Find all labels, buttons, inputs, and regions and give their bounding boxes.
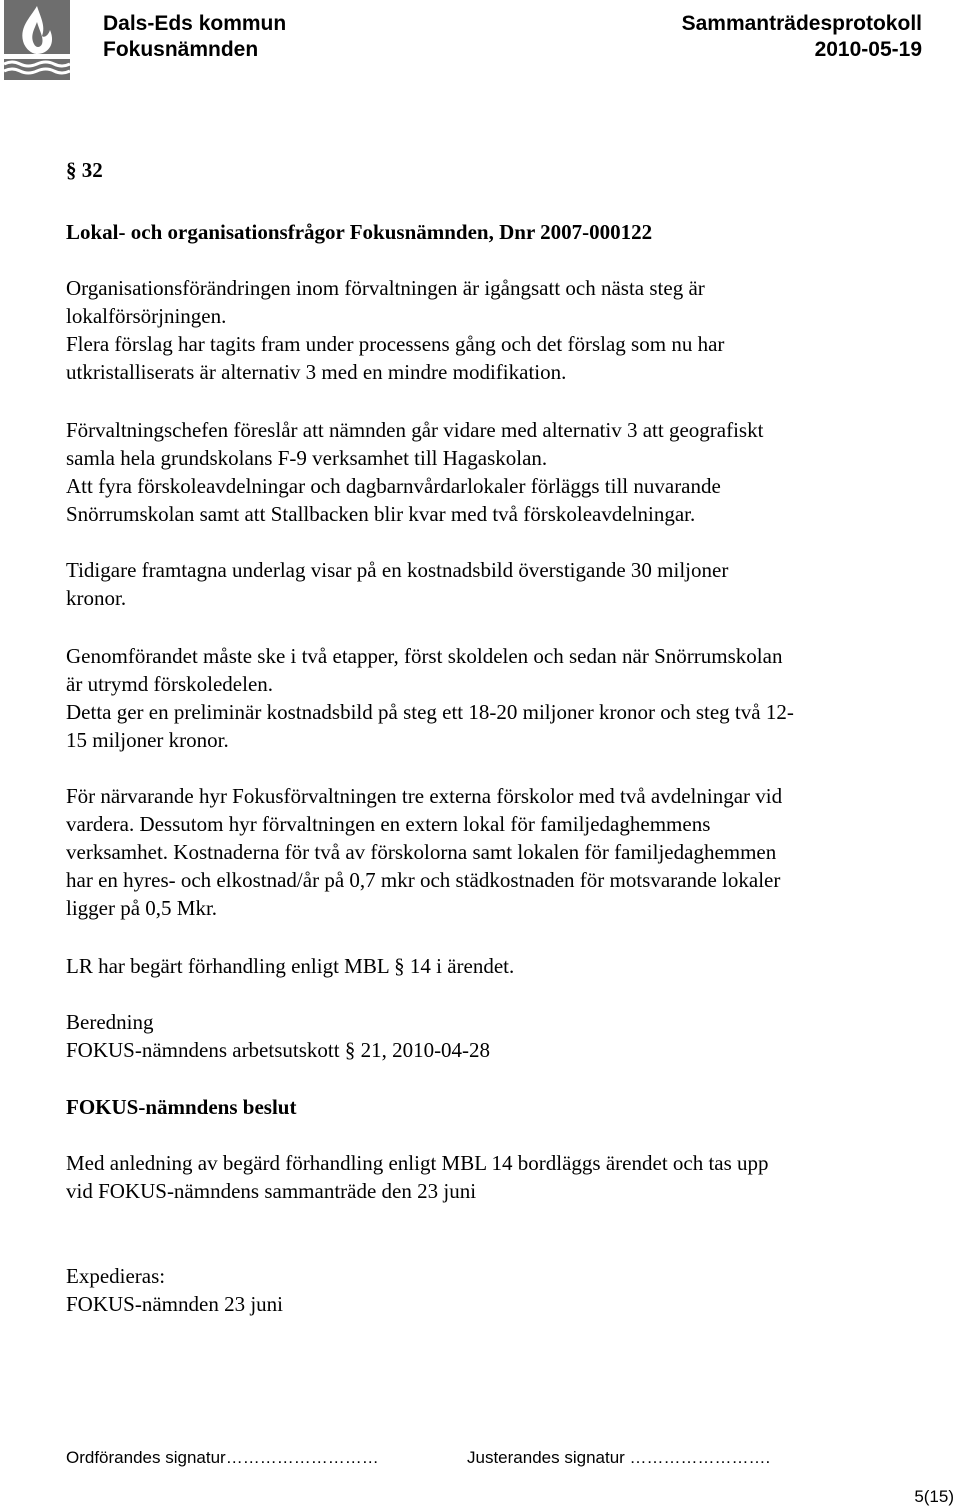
paragraph-line: Snörrumskolan samt att Stallbacken blir kvar med två förskoleavdelningar. bbox=[66, 502, 696, 526]
paragraph-line: utkristalliserats är alternativ 3 med en mindre modifikation. bbox=[66, 360, 567, 384]
beslut-text bbox=[66, 1149, 769, 1205]
beslut-line: Med anledning av begärd förhandling enligt MBL 14 bordläggs ärendet och tas upp bbox=[66, 1151, 769, 1175]
paragraph-line: För närvarande hyr Fokusförvaltningen tre externa förskolor med två avdelningar vid bbox=[66, 784, 783, 808]
municipality-logo bbox=[4, 0, 70, 80]
paragraph-5 bbox=[66, 782, 782, 922]
paragraph-line: verksamhet. Kostnaderna för två av förskolorna samt lokalen för familjedaghemmen bbox=[66, 840, 777, 864]
chair-signature: Ordförandes signatur……………………… bbox=[66, 1448, 379, 1467]
paragraph-line: Detta ger en preliminär kostnadsbild på steg ett 18-20 miljoner kronor och steg två 12- bbox=[66, 700, 794, 724]
header-doc-type: Sammanträdesprotokoll bbox=[681, 12, 922, 35]
paragraph-line: Tidigare framtagna underlag visar på en kostnadsbild överstigande 30 miljoner bbox=[66, 558, 729, 582]
paragraph-line: Genomförandet måste ske i två etapper, först skoldelen och sedan när Snörrumskolan bbox=[66, 644, 783, 668]
header-date: 2010-05-19 bbox=[814, 38, 922, 61]
paragraph-line: ligger på 0,5 Mkr. bbox=[66, 896, 218, 920]
paragraph-2 bbox=[66, 416, 763, 528]
beredning-heading: Beredning bbox=[66, 1010, 154, 1034]
header-org: Dals-Eds kommun bbox=[103, 12, 287, 35]
paragraph-line: kronor. bbox=[66, 586, 127, 610]
adjuster-signature: Justerandes signatur ……………………. bbox=[467, 1448, 771, 1467]
expedieras-text: FOKUS-nämnden 23 juni bbox=[66, 1292, 283, 1316]
paragraph-line: Organisationsförändringen inom förvaltningen är igångsatt och nästa steg är bbox=[66, 276, 705, 300]
paragraph-line: lokalförsörjningen. bbox=[66, 304, 227, 328]
paragraph-line: har en hyres- och elkostnad/år på 0,7 mkr och städkostnaden för motsvarande lokaler bbox=[66, 868, 781, 892]
beslut-line: vid FOKUS-nämndens sammanträde den 23 juni bbox=[66, 1179, 477, 1203]
paragraph-6 bbox=[66, 952, 514, 980]
paragraph-1 bbox=[66, 274, 724, 386]
paragraph-line: vardera. Dessutom hyr förvaltningen en extern lokal för familjedaghemmens bbox=[66, 812, 711, 836]
paragraph-line: 15 miljoner kronor. bbox=[66, 728, 229, 752]
paragraph-line: Flera förslag har tagits fram under processens gång och det förslag som nu har bbox=[66, 332, 725, 356]
beslut-heading: FOKUS-nämndens beslut bbox=[66, 1095, 297, 1119]
paragraph-line: LR har begärt förhandling enligt MBL § 14 i ärendet. bbox=[66, 954, 515, 978]
header-committee: Fokusnämnden bbox=[103, 38, 259, 61]
paragraph-4 bbox=[66, 642, 794, 754]
coat-of-arms-icon bbox=[4, 0, 70, 80]
expedieras-heading: Expedieras: bbox=[66, 1264, 166, 1288]
paragraph-line: samla hela grundskolans F-9 verksamhet till Hagaskolan. bbox=[66, 446, 548, 470]
beredning-text: FOKUS-nämndens arbetsutskott § 21, 2010-04-28 bbox=[66, 1038, 491, 1062]
paragraph-line: är utrymd förskoledelen. bbox=[66, 672, 274, 696]
paragraph-3 bbox=[66, 556, 728, 612]
page-number: 5(15) bbox=[914, 1487, 954, 1506]
paragraph-line: Att fyra förskoleavdelningar och dagbarnvårdarlokaler förläggs till nuvarande bbox=[66, 474, 721, 498]
section-title: Lokal- och organisationsfrågor Fokusnämnden, Dnr 2007-000122 bbox=[66, 220, 653, 244]
paragraph-line: Förvaltningschefen föreslår att nämnden går vidare med alternativ 3 att geografiskt bbox=[66, 418, 764, 442]
section-paragraph-ref: § 32 bbox=[66, 158, 103, 182]
